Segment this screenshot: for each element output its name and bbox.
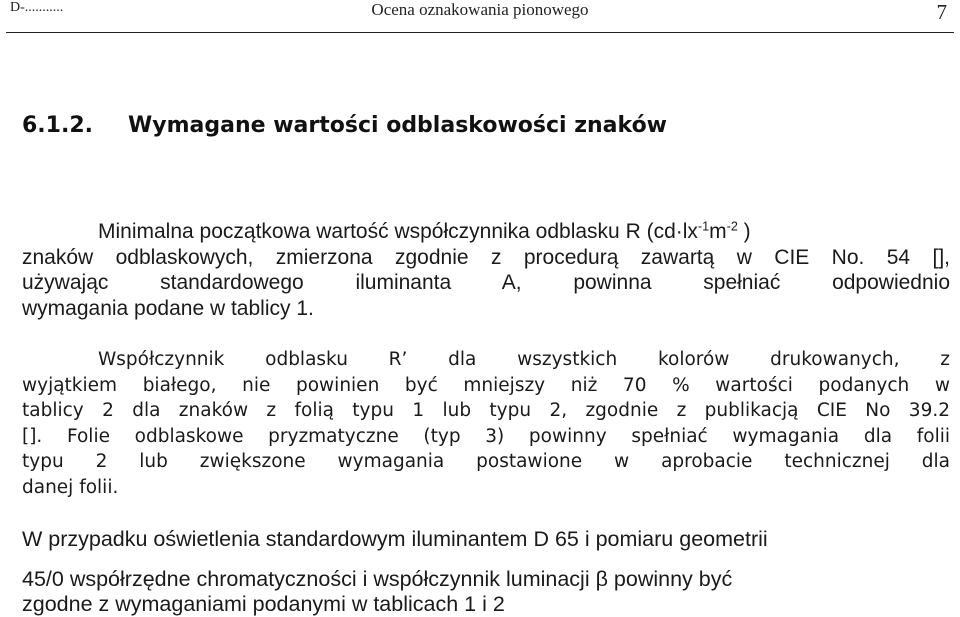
paragraph-line: W przypadku oświetlenia standardowym iluminantem D 65 i pomiaru geometrii	[22, 527, 768, 551]
paragraph-line: znaków odblaskowych, zmierzona zgodnie z procedurą zawartą w CIE No. 54 [],	[22, 245, 950, 269]
header-document-code: D-...........	[10, 0, 64, 15]
paragraph-line: danej folii.	[22, 476, 119, 498]
page-header	[0, 0, 960, 34]
paragraph-line: 45/0 współrzędne chromatyczności i współczynnik luminacji β powinny być	[22, 567, 733, 591]
paragraph-min-retroreflection	[22, 219, 950, 321]
paragraph-line: []. Folie odblaskowe pryzmatyczne (typ 3) powinny spełniać wymagania dla folii	[22, 425, 950, 447]
paragraph-chromaticity	[22, 567, 950, 617]
section-number: 6.1.2.	[22, 113, 93, 138]
paragraph-line: Minimalna początkowa wartość współczynnika odblasku R ($cd\cdot lx^{-1}m^{-2}$ )	[98, 219, 751, 243]
header-divider	[6, 32, 954, 33]
paragraph-line: tablicy 2 dla znaków z folią typu 1 lub typu 2, zgodnie z publikacją CIE No 39.2	[22, 400, 950, 421]
paragraph-line: Współczynnik odblasku R’ dla wszystkich kolorów drukowanych, z	[98, 349, 950, 370]
paragraph-line: używając standardowego iluminanta A, powinna spełniać odpowiednio	[22, 271, 950, 294]
paragraph-printed-colors	[22, 347, 950, 500]
paragraph-line: wyjątkiem białego, nie powinien być mniejszy niż 70 % wartości podanych w	[22, 374, 950, 396]
section-title: Wymagane wartości odblaskowości znaków	[128, 113, 668, 138]
section-heading	[22, 113, 667, 138]
paragraph-line: typu 2 lub zwiększone wymagania postawione w aprobacie technicznej dla	[22, 451, 950, 472]
paragraph-line: zgodne z wymaganiami podanymi w tablicach 1 i 2	[22, 592, 505, 616]
header-title: Ocena oznakowania pionowego	[371, 0, 589, 19]
paragraph-line: wymagania podane w tablicy 1.	[22, 296, 314, 320]
page-number: 7	[936, 0, 947, 24]
paragraph-illuminant	[22, 527, 950, 552]
